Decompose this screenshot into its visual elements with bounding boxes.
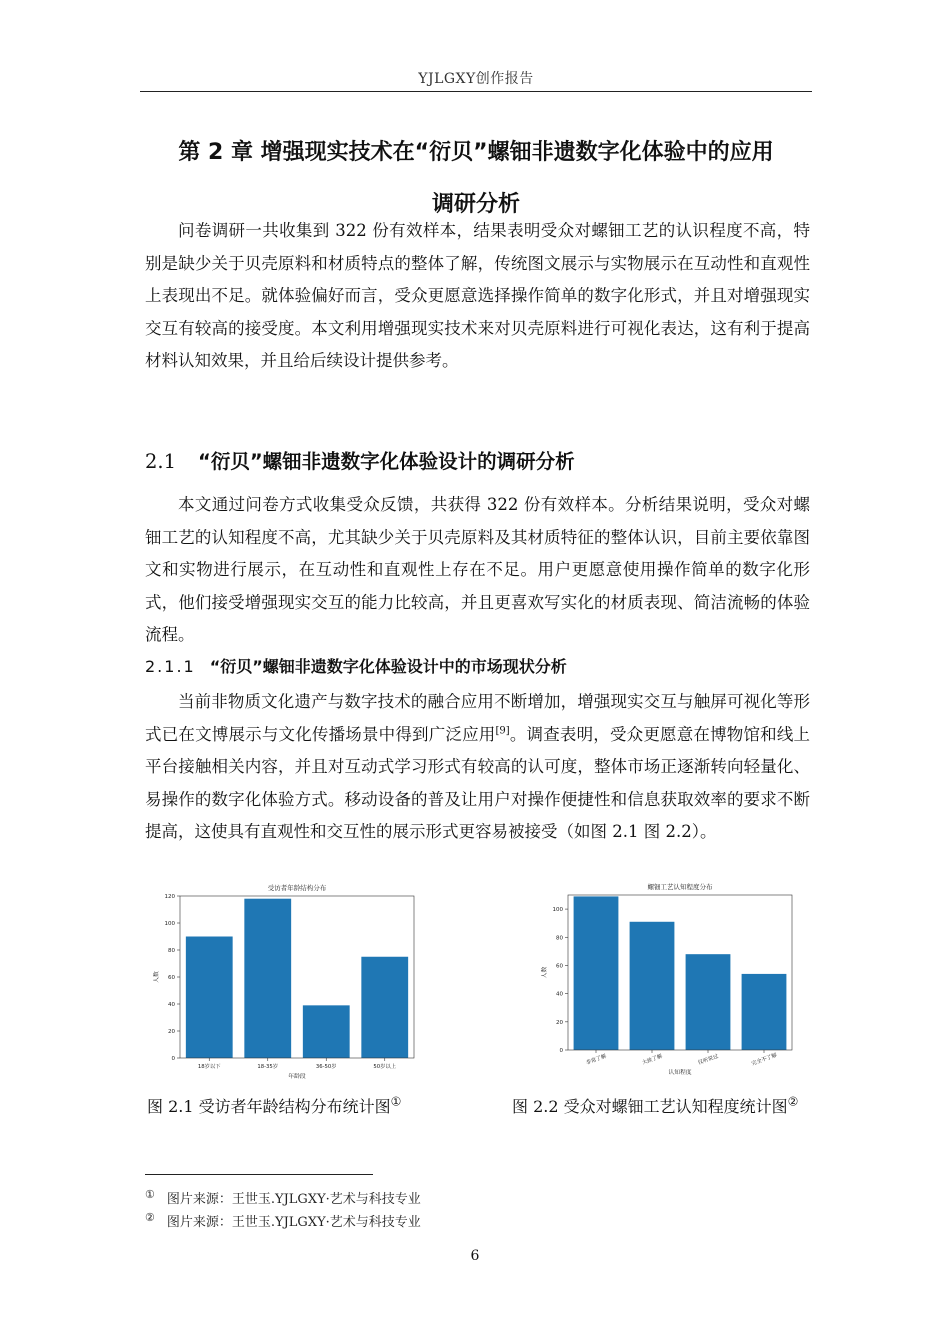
y-tick-label: 100: [552, 907, 563, 914]
running-header: YJLGXY创作报告: [418, 71, 534, 87]
caption-text: 图 2.2 受众对螺钿工艺认知程度统计图: [512, 1097, 788, 1116]
bar-仅听说过: [686, 954, 731, 1050]
x-tick-label: 50岁以上: [373, 1064, 397, 1070]
y-tick-label: 100: [164, 921, 175, 927]
bar-18岁以下: [186, 937, 233, 1059]
subsection-title: “衍贝”螺钿非遗数字化体验设计中的市场现状分析: [209, 657, 567, 676]
intro-paragraph: 问卷调研一共收集到 322 份有效样本，结果表明受众对螺钿工艺的认识程度不高，特别是缺少关于贝壳原料和材质特点的整体了解，传统图文展示与实物展示在互动性和直观性上表现出不足。就体验偏好而言，受众更愿意选择操作简单的数字化形式，并且对增强现实交互有较高的接受度。本文利用增强现实技术来对贝壳原料进行可视化表达，这有利于提高材料认知效果，并且给后续设计提供参考。: [145, 221, 810, 370]
y-tick-label: 40: [556, 991, 563, 998]
bar-非常了解: [574, 896, 619, 1050]
footnote-text: 图片来源：王世玉.YJLGXY·艺术与科技专业: [166, 1192, 421, 1207]
figure-2-2-caption: [512, 1094, 798, 1117]
x-tick-label: 18-35岁: [257, 1064, 279, 1070]
section-2-1-paragraph: 本文通过问卷方式收集受众反馈，共获得 322 份有效样本。分析结果说明，受众对螺钿工艺的认知程度不高，尤其缺少关于贝壳原料及其材质特征的整体认识，目前主要依靠图文和实物进行展示，在互动性和直观性上存在不足。用户更愿意使用操作简单的数字化形式，他们接受增强现实交互的能力比较高，并且更喜欢写实化的材质表现、简洁流畅的体验流程。: [145, 495, 810, 644]
y-axis-label: 人数: [154, 971, 160, 983]
header-rule: [140, 91, 812, 92]
x-axis-label: 年龄段: [288, 1074, 306, 1080]
y-tick-label: 60: [168, 975, 175, 981]
section-heading-2-1-1: [145, 654, 567, 677]
y-tick-label: 20: [168, 1029, 175, 1035]
footnote-rule: [145, 1174, 373, 1175]
chapter-title-line2: 调研分析: [431, 192, 520, 217]
bar-50岁以上: [361, 957, 408, 1058]
section-title: “衍贝”螺钿非遗数字化体验设计的调研分析: [198, 450, 575, 473]
x-tick-label: 36-50岁: [315, 1064, 337, 1070]
x-tick-label: 仅听说过: [697, 1053, 720, 1067]
footnote-mark: ①: [145, 1187, 155, 1201]
x-tick-label: 完全不了解: [750, 1052, 778, 1068]
chart-title: 受访者年龄结构分布: [267, 884, 327, 892]
citation-marker: [9]: [495, 725, 510, 736]
paragraph-text-part2: 。调查表明，受众更愿意在博物馆和线上平台接触相关内容，并且对互动式学习形式有较高的认可度，整体市场正逐渐转向轻量化、易操作的数字化体验方式。移动设备的普及让用户对操作便捷性和信息获取效率的要求不断提高，这使具有直观性和交互性的展示形式更容易被接受（如图 2.1 图 2.2）。: [145, 724, 811, 841]
chart-title: 螺钿工艺认知程度分布: [647, 883, 713, 891]
footnote-mark: ①: [390, 1094, 402, 1109]
subsection-number: 2.1.1: [145, 657, 196, 676]
section-heading-2-1: [145, 446, 575, 474]
footnote-text: 图片来源：王世玉.YJLGXY·艺术与科技专业: [166, 1215, 421, 1230]
footnote-2: [145, 1211, 421, 1230]
x-tick-label: 非常了解: [585, 1053, 608, 1067]
x-tick-label: 18岁以下: [197, 1064, 221, 1070]
bar-大致了解: [630, 922, 675, 1050]
bar-完全不了解: [742, 974, 787, 1050]
y-tick-label: 80: [556, 935, 563, 942]
y-axis-label: 人数: [542, 966, 548, 979]
caption-text: 图 2.1 受访者年龄结构分布统计图: [147, 1097, 391, 1116]
figure-2-1-chart: [144, 872, 436, 1080]
section-2-1-1-paragraph: [145, 686, 810, 849]
x-tick-label: 大致了解: [641, 1053, 664, 1067]
bar-36-50岁: [303, 1005, 350, 1058]
y-tick-label: 80: [168, 948, 175, 954]
bar-18-35岁: [244, 899, 291, 1058]
chapter-title-line1: 第 2 章 增强现实技术在“衍贝”螺钿非遗数字化体验中的应用: [178, 140, 774, 165]
y-tick-label: 40: [168, 1002, 175, 1008]
y-tick-label: 0: [171, 1056, 175, 1062]
figure-2-2-chart: [516, 872, 810, 1076]
footnote-1: [145, 1188, 421, 1207]
y-tick-label: 20: [556, 1019, 563, 1026]
page-number: 6: [470, 1248, 480, 1264]
y-tick-label: 0: [559, 1048, 563, 1054]
footnote-mark: ②: [787, 1094, 799, 1109]
x-axis-label: 认知程度: [668, 1070, 692, 1076]
figure-2-1-caption: [147, 1094, 401, 1117]
footnote-mark: ②: [145, 1210, 155, 1224]
section-number: 2.1: [145, 450, 177, 473]
paragraph-text-part1: 当前非物质文化遗产与数字技术的融合应用不断增加，增强现实交互与触屏可视化等形式已在文博展示与文化传播场景中得到广泛应用: [145, 692, 810, 744]
y-tick-label: 120: [164, 894, 175, 900]
y-tick-label: 60: [556, 963, 563, 970]
